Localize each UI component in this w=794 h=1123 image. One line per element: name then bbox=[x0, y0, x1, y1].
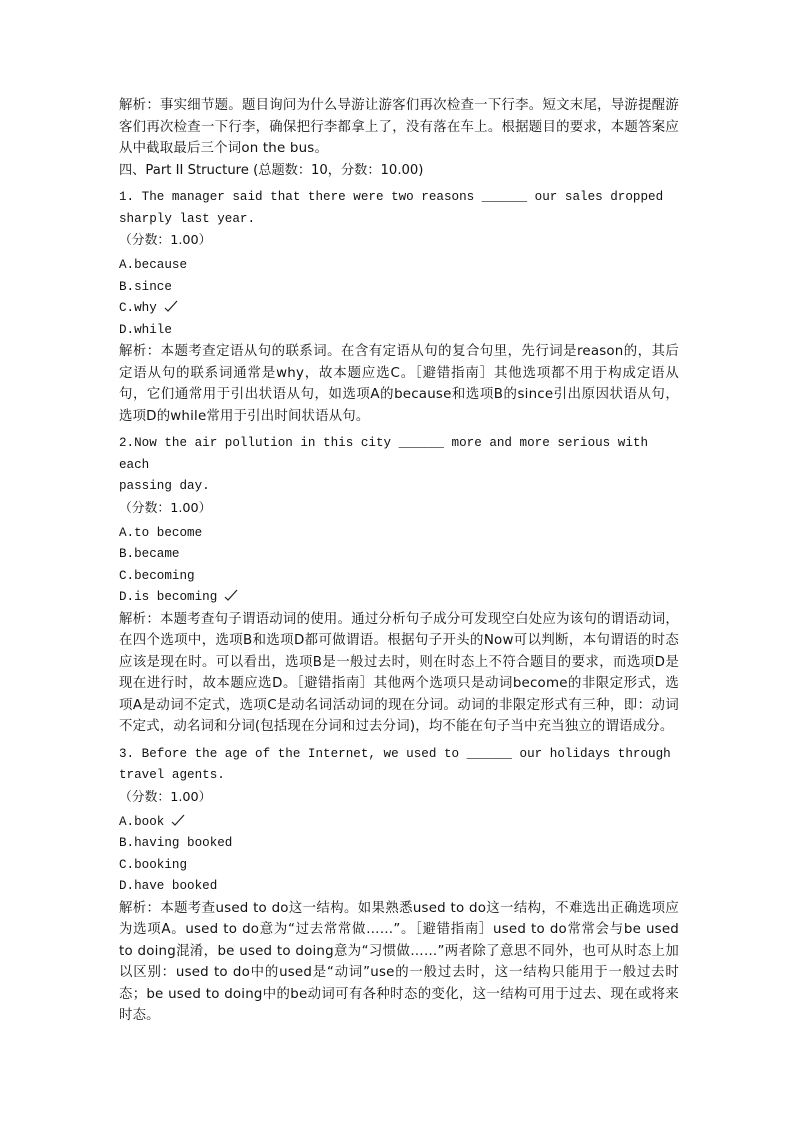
option-c bbox=[119, 855, 679, 877]
question-stem-line1: 2.Now the air pollution in this city ______ more and more serious with each bbox=[119, 436, 649, 472]
option-b bbox=[119, 833, 679, 855]
question-analysis: 解析：本题考查used to do这一结构。如果熟悉used to do这一结构，不难选出正确选项应为选项A。used to do意为“过去常常做……”。［避错指南］used to do常常会与be used to doing混淆，be used to doing意为“习惯做……”两者除了意思不同外，也可从时态上加以区别：used to do中的used是“动词”use的一般过去时，这一结构只能用于一般过去时态；be used to doing中的be动词可有各种时态的变化，这一结构可用于过去、现在或将来时态。 bbox=[119, 900, 679, 1023]
question-stem-line1: 3. Before the age of the Internet, we used to ______ our holidays through bbox=[119, 746, 671, 761]
question-score: （分数：1.00） bbox=[119, 789, 212, 805]
option-label: A.to become bbox=[119, 525, 203, 540]
option-label: B.having booked bbox=[119, 836, 233, 850]
question-analysis: 解析：本题考查句子谓语动词的使用。通过分析句子成分可发现空白处应为该句的谓语动词，在四个选项中，选项B和选项D都可做谓语。根据句子开头的Now可以判断，本句谓语的时态应该是现在时。可以看出，选项B是一般过去时，则在时态上不符合题目的要求，而选项D是现在进行时，故本题应选D。［避错指南］其他两个选项只是动词become的非限定形式，选项A是动词不定式，选项C是动名词活动词的现在分词。动词的非限定形式有三种，即：动词不定式，动名词和分词(包括现在分词和过去分词)，均不能在句子当中充当独立的谓语成分。 bbox=[119, 611, 679, 734]
option-label: C.why bbox=[119, 301, 157, 315]
question-3 bbox=[119, 744, 679, 1027]
option-label: D.is becoming bbox=[119, 590, 218, 604]
question-stem-line2: travel agents. bbox=[119, 768, 225, 782]
question-stem-line2: passing day. bbox=[119, 479, 210, 493]
option-a bbox=[119, 523, 679, 545]
document-page bbox=[119, 95, 679, 1027]
question-score: （分数：1.00） bbox=[119, 233, 212, 248]
question-1 bbox=[119, 187, 679, 427]
option-label: A.because bbox=[119, 258, 188, 272]
question-stem-line2: sharply last year. bbox=[119, 211, 256, 226]
section-title: 四、Part II Structure (总题数：10，分数：10.00) bbox=[119, 162, 424, 178]
option-b bbox=[119, 544, 679, 566]
check-mark-icon bbox=[223, 588, 239, 602]
option-label: C.booking bbox=[119, 857, 188, 872]
question-analysis: 解析：本题考查定语从句的联系词。在含有定语从句的复合句里，先行词是reason的，其后定语从句的联系词通常是why，故本题应选C。［避错指南］其他选项都不用于构成定语从句，它们通常用于引出状语从句，如选项A的because和选项B的since引出原因状语从句，选项D的while常用于引出时间状语从句。 bbox=[119, 344, 679, 424]
check-mark-icon bbox=[170, 813, 186, 827]
question-score: （分数：1.00） bbox=[119, 500, 212, 516]
option-label: B.became bbox=[119, 547, 180, 561]
intro-analysis: 解析：事实细节题。题目询问为什么导游让游客们再次检查一下行李。短文末尾，导游提醒游客们再次检查一下行李，确保把行李都拿上了，没有落在车上。根据题目的要求，本题答案应从中截取最后三个词on the bus。 bbox=[119, 98, 679, 156]
option-d bbox=[119, 587, 679, 609]
option-label: A.book bbox=[119, 814, 165, 829]
option-list bbox=[119, 812, 679, 898]
option-label: B.since bbox=[119, 279, 172, 294]
option-label: D.have booked bbox=[119, 879, 218, 893]
option-a bbox=[119, 812, 679, 834]
option-b bbox=[119, 277, 679, 299]
question-stem-line1: 1. The manager said that there were two reasons ______ our sales dropped bbox=[119, 190, 664, 204]
option-label: D.while bbox=[119, 322, 172, 337]
option-a bbox=[119, 255, 679, 277]
option-d bbox=[119, 320, 679, 342]
option-list bbox=[119, 255, 679, 341]
question-2 bbox=[119, 433, 679, 738]
option-c bbox=[119, 566, 679, 588]
check-mark-icon bbox=[163, 299, 179, 313]
option-list bbox=[119, 523, 679, 609]
option-d bbox=[119, 876, 679, 898]
option-c bbox=[119, 298, 679, 320]
option-label: C.becoming bbox=[119, 568, 195, 583]
